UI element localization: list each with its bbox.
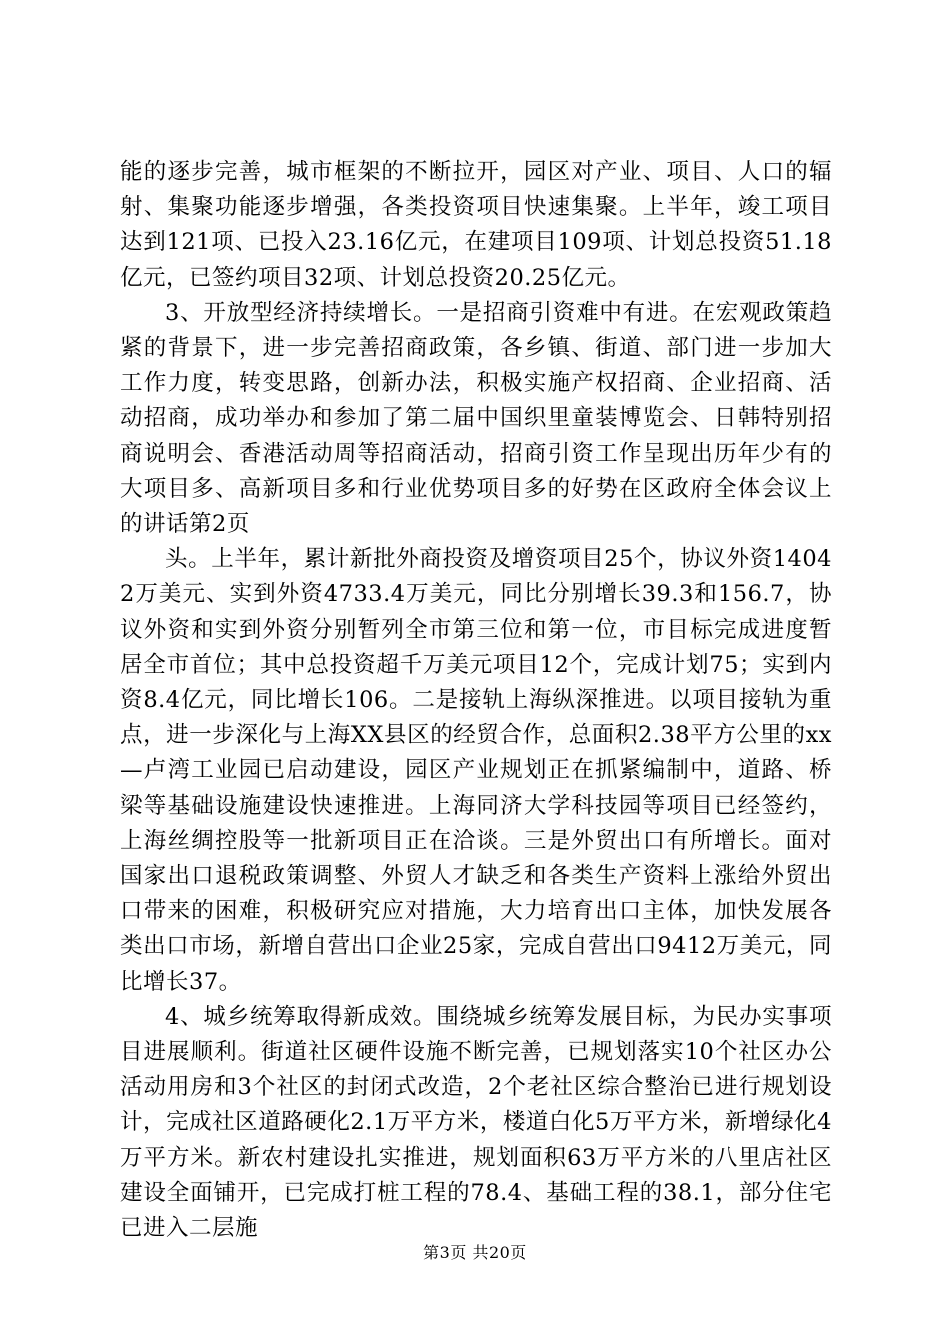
paragraph-foreign-investment: 头。上半年，累计新批外商投资及增资项目25个，协议外资14042万美元、实到外资4733.4万美元，同比分别增长39.3和156.7，协议外资和实到外资分别暂列全市第三位和第一位，市目标完成进度暂居全市首位；其中总投资超千万美元项目12个，完成计划75；实到内资8.4亿元，同比增长106。二是接轨上海纵深推进。以项目接轨为重点，进一步深化与上海XX县区的经贸合作，总面积2.38平方公里的xx—卢湾工业园已启动建设，园区产业规划正在抓紧编制中，道路、桥梁等基础设施建设快速推进。上海同济大学科技园等项目已经签约，上海丝绸控股等一批新项目正在洽谈。三是外贸出口有所增长。面对国家出口退税政策调整、外贸人才缺乏和各类生产资料上涨给外贸出口带来的困难，积极研究应对措施，大力培育出口主体，加快发展各类出口市场，新增自营出口企业25家，完成自营出口9412万美元，同比增长37。 — [120, 546, 832, 995]
document-body — [120, 155, 832, 1246]
paragraph-urban-rural: 4、城乡统筹取得新成效。围绕城乡统筹发展目标，为民办实事项目进展顺利。街道社区硬件设施不断完善，已规划落实10个社区办公活动用房和3个社区的封闭式改造，2个老社区综合整治已进行规划设计，完成社区道路硬化2.1万平方米，楼道白化5万平方米，新增绿化4万平方米。新农村建设扎实推进，规划面积63万平方米的八里店社区建设全面铺开，已完成打桩工程的78.4、基础工程的38.1，部分住宅已进入二层施 — [120, 1003, 832, 1242]
page-number-footer: 第3页 共20页 — [423, 1243, 527, 1262]
paragraph-continuation: 能的逐步完善，城市框架的不断拉开，园区对产业、项目、人口的辐射、集聚功能逐步增强，各类投资项目快速集聚。上半年，竣工项目达到121项、已投入23.16亿元，在建项目109项、计划总投资51.18亿元，已签约项目32项、计划总投资20.25亿元。 — [120, 159, 832, 291]
paragraph-open-economy: 3、开放型经济持续增长。一是招商引资难中有进。在宏观政策趋紧的背景下，进一步完善招商政策，各乡镇、街道、部门进一步加大工作力度，转变思路，创新办法，积极实施产权招商、企业招商、活动招商，成功举办和参加了第二届中国织里童装博览会、日韩特别招商说明会、香港活动周等招商活动，招商引资工作呈现出历年少有的大项目多、高新项目多和行业优势项目多的好势在区政府全体会议上的讲话第2页 — [120, 299, 832, 538]
